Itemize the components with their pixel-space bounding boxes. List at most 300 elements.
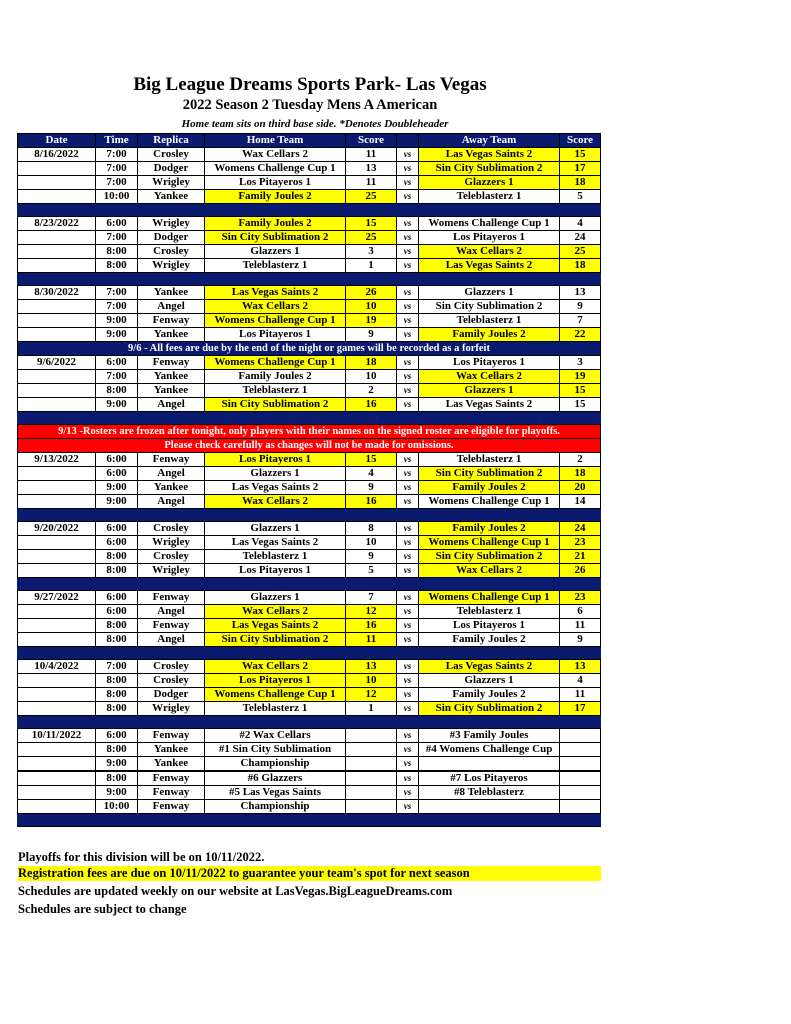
home-team: Family Joules 2 bbox=[205, 370, 346, 384]
vs-label: vs bbox=[397, 757, 419, 772]
away-score: 14 bbox=[560, 495, 601, 509]
home-score: 11 bbox=[346, 176, 397, 190]
game-date bbox=[18, 564, 96, 578]
game-row bbox=[18, 550, 601, 564]
vs-label: vs bbox=[397, 384, 419, 398]
away-team: Sin City Sublimation 2 bbox=[419, 162, 560, 176]
home-score: 9 bbox=[346, 550, 397, 564]
home-team: Las Vegas Saints 2 bbox=[205, 481, 346, 495]
game-time: 8:00 bbox=[96, 633, 138, 647]
game-date bbox=[18, 370, 96, 384]
game-time: 6:00 bbox=[96, 536, 138, 550]
vs-label: vs bbox=[397, 550, 419, 564]
week-separator bbox=[18, 814, 601, 827]
game-row bbox=[18, 231, 601, 245]
home-score: 10 bbox=[346, 674, 397, 688]
home-team: Teleblasterz 1 bbox=[205, 550, 346, 564]
away-team: Los Pitayeros 1 bbox=[419, 619, 560, 633]
game-replica-field: Yankee bbox=[138, 370, 205, 384]
away-score: 24 bbox=[560, 231, 601, 245]
away-team bbox=[419, 800, 560, 814]
game-replica-field: Crosley bbox=[138, 245, 205, 259]
home-team: Glazzers 1 bbox=[205, 591, 346, 605]
game-date bbox=[18, 550, 96, 564]
footer-registration-note: Registration fees are due on 10/11/2022 to guarantee your team's spot for next season bbox=[18, 866, 601, 881]
away-team: Sin City Sublimation 2 bbox=[419, 300, 560, 314]
home-team: Teleblasterz 1 bbox=[205, 384, 346, 398]
game-replica-field: Fenway bbox=[138, 771, 205, 786]
game-time: 8:00 bbox=[96, 564, 138, 578]
home-score bbox=[346, 743, 397, 757]
vs-label: vs bbox=[397, 591, 419, 605]
separator-cell bbox=[18, 647, 601, 660]
game-row bbox=[18, 162, 601, 176]
away-score: 26 bbox=[560, 564, 601, 578]
home-score: 16 bbox=[346, 619, 397, 633]
home-team: Womens Challenge Cup 1 bbox=[205, 688, 346, 702]
game-replica-field: Wrigley bbox=[138, 536, 205, 550]
away-team: #3 Family Joules bbox=[419, 729, 560, 743]
home-team: Family Joules 2 bbox=[205, 217, 346, 231]
vs-label: vs bbox=[397, 176, 419, 190]
week-separator bbox=[18, 412, 601, 425]
home-team: Los Pitayeros 1 bbox=[205, 564, 346, 578]
away-team: Teleblasterz 1 bbox=[419, 605, 560, 619]
vs-label: vs bbox=[397, 231, 419, 245]
game-time: 9:00 bbox=[96, 786, 138, 800]
game-replica-field: Crosley bbox=[138, 550, 205, 564]
away-score: 7 bbox=[560, 314, 601, 328]
away-score: 11 bbox=[560, 688, 601, 702]
away-team: Womens Challenge Cup 1 bbox=[419, 536, 560, 550]
home-score: 16 bbox=[346, 398, 397, 412]
week-separator bbox=[18, 273, 601, 286]
col-date-header: Date bbox=[18, 134, 96, 148]
vs-label: vs bbox=[397, 398, 419, 412]
game-date: 10/11/2022 bbox=[18, 729, 96, 743]
home-score: 12 bbox=[346, 688, 397, 702]
game-time: 6:00 bbox=[96, 217, 138, 231]
vs-label: vs bbox=[397, 286, 419, 300]
game-date bbox=[18, 245, 96, 259]
vs-label: vs bbox=[397, 688, 419, 702]
home-team: Sin City Sublimation 2 bbox=[205, 231, 346, 245]
game-row bbox=[18, 743, 601, 757]
vs-label: vs bbox=[397, 729, 419, 743]
game-date bbox=[18, 605, 96, 619]
vs-label: vs bbox=[397, 800, 419, 814]
game-row bbox=[18, 286, 601, 300]
game-time: 7:00 bbox=[96, 148, 138, 162]
game-date bbox=[18, 702, 96, 716]
away-team: Glazzers 1 bbox=[419, 384, 560, 398]
game-row bbox=[18, 771, 601, 786]
col-vs-header bbox=[397, 134, 419, 148]
away-score: 13 bbox=[560, 660, 601, 674]
game-date: 9/20/2022 bbox=[18, 522, 96, 536]
home-score: 11 bbox=[346, 633, 397, 647]
away-score: 15 bbox=[560, 148, 601, 162]
game-replica-field: Wrigley bbox=[138, 702, 205, 716]
home-team: Wax Cellars 2 bbox=[205, 300, 346, 314]
away-score: 25 bbox=[560, 245, 601, 259]
game-date bbox=[18, 743, 96, 757]
page-title: Big League Dreams Sports Park- Las Vegas bbox=[133, 74, 487, 95]
home-score: 7 bbox=[346, 591, 397, 605]
away-team: Womens Challenge Cup 1 bbox=[419, 495, 560, 509]
game-replica-field: Fenway bbox=[138, 729, 205, 743]
vs-label: vs bbox=[397, 217, 419, 231]
vs-label: vs bbox=[397, 162, 419, 176]
vs-label: vs bbox=[397, 259, 419, 273]
game-date bbox=[18, 384, 96, 398]
fees-notice-row bbox=[18, 342, 601, 356]
away-team: Las Vegas Saints 2 bbox=[419, 660, 560, 674]
away-team: Wax Cellars 2 bbox=[419, 245, 560, 259]
game-row bbox=[18, 148, 601, 162]
game-row bbox=[18, 245, 601, 259]
vs-label: vs bbox=[397, 314, 419, 328]
game-row bbox=[18, 633, 601, 647]
home-score: 2 bbox=[346, 384, 397, 398]
away-score: 5 bbox=[560, 190, 601, 204]
game-row bbox=[18, 564, 601, 578]
home-team: Wax Cellars 2 bbox=[205, 148, 346, 162]
game-row bbox=[18, 328, 601, 342]
week-separator bbox=[18, 204, 601, 217]
game-time: 6:00 bbox=[96, 729, 138, 743]
away-score bbox=[560, 729, 601, 743]
game-row bbox=[18, 481, 601, 495]
home-team: Glazzers 1 bbox=[205, 467, 346, 481]
home-score: 10 bbox=[346, 370, 397, 384]
game-time: 6:00 bbox=[96, 591, 138, 605]
away-team: Las Vegas Saints 2 bbox=[419, 148, 560, 162]
game-replica-field: Crosley bbox=[138, 148, 205, 162]
away-score: 6 bbox=[560, 605, 601, 619]
game-row bbox=[18, 786, 601, 800]
home-score: 16 bbox=[346, 495, 397, 509]
away-team: Glazzers 1 bbox=[419, 286, 560, 300]
game-row bbox=[18, 356, 601, 370]
game-replica-field: Fenway bbox=[138, 800, 205, 814]
vs-label: vs bbox=[397, 660, 419, 674]
col-away-team-header: Away Team bbox=[419, 134, 560, 148]
fees-notice: 9/6 - All fees are due by the end of the night or games will be recorded as a forfeit bbox=[18, 342, 601, 356]
game-date bbox=[18, 190, 96, 204]
away-score: 3 bbox=[560, 356, 601, 370]
game-row bbox=[18, 591, 601, 605]
vs-label: vs bbox=[397, 481, 419, 495]
away-team: Sin City Sublimation 2 bbox=[419, 467, 560, 481]
game-replica-field: Crosley bbox=[138, 674, 205, 688]
game-replica-field: Yankee bbox=[138, 743, 205, 757]
game-date bbox=[18, 619, 96, 633]
home-team: Glazzers 1 bbox=[205, 245, 346, 259]
away-team: Family Joules 2 bbox=[419, 688, 560, 702]
home-team: Teleblasterz 1 bbox=[205, 259, 346, 273]
away-team: #7 Los Pitayeros bbox=[419, 771, 560, 786]
game-row bbox=[18, 398, 601, 412]
game-replica-field: Dodger bbox=[138, 231, 205, 245]
home-team: #5 Las Vegas Saints bbox=[205, 786, 346, 800]
home-team: Las Vegas Saints 2 bbox=[205, 619, 346, 633]
game-replica-field: Dodger bbox=[138, 162, 205, 176]
away-score: 23 bbox=[560, 536, 601, 550]
away-score: 19 bbox=[560, 370, 601, 384]
away-score: 20 bbox=[560, 481, 601, 495]
game-replica-field: Crosley bbox=[138, 660, 205, 674]
away-score bbox=[560, 786, 601, 800]
home-score: 1 bbox=[346, 259, 397, 273]
home-team: Los Pitayeros 1 bbox=[205, 176, 346, 190]
game-row bbox=[18, 522, 601, 536]
home-score: 1 bbox=[346, 702, 397, 716]
game-row bbox=[18, 384, 601, 398]
game-date bbox=[18, 688, 96, 702]
col-home-team-header: Home Team bbox=[205, 134, 346, 148]
home-score: 25 bbox=[346, 231, 397, 245]
vs-label: vs bbox=[397, 522, 419, 536]
game-row bbox=[18, 660, 601, 674]
home-team: Wax Cellars 2 bbox=[205, 660, 346, 674]
vs-label: vs bbox=[397, 633, 419, 647]
vs-label: vs bbox=[397, 328, 419, 342]
game-date: 9/13/2022 bbox=[18, 453, 96, 467]
home-team: #6 Glazzers bbox=[205, 771, 346, 786]
vs-label: vs bbox=[397, 148, 419, 162]
home-team: Las Vegas Saints 2 bbox=[205, 536, 346, 550]
week-separator bbox=[18, 716, 601, 729]
home-team: Sin City Sublimation 2 bbox=[205, 398, 346, 412]
away-score: 9 bbox=[560, 300, 601, 314]
roster-notice-row bbox=[18, 439, 601, 453]
away-score bbox=[560, 743, 601, 757]
game-time: 7:00 bbox=[96, 300, 138, 314]
game-time: 7:00 bbox=[96, 162, 138, 176]
vs-label: vs bbox=[397, 300, 419, 314]
game-replica-field: Fenway bbox=[138, 591, 205, 605]
game-time: 8:00 bbox=[96, 743, 138, 757]
game-date bbox=[18, 300, 96, 314]
separator-cell bbox=[18, 273, 601, 286]
home-score: 26 bbox=[346, 286, 397, 300]
roster-notice: Please check carefully as changes will not be made for omissions. bbox=[18, 439, 601, 453]
game-row bbox=[18, 495, 601, 509]
separator-cell bbox=[18, 509, 601, 522]
game-time: 8:00 bbox=[96, 771, 138, 786]
home-score: 13 bbox=[346, 162, 397, 176]
game-time: 8:00 bbox=[96, 259, 138, 273]
separator-cell bbox=[18, 204, 601, 217]
away-team: Womens Challenge Cup 1 bbox=[419, 217, 560, 231]
away-score: 22 bbox=[560, 328, 601, 342]
home-score bbox=[346, 757, 397, 772]
away-score: 23 bbox=[560, 591, 601, 605]
away-score: 18 bbox=[560, 259, 601, 273]
game-time: 9:00 bbox=[96, 481, 138, 495]
home-team: #1 Sin City Sublimation bbox=[205, 743, 346, 757]
game-row bbox=[18, 619, 601, 633]
week-separator bbox=[18, 509, 601, 522]
game-date bbox=[18, 800, 96, 814]
game-row bbox=[18, 536, 601, 550]
game-replica-field: Fenway bbox=[138, 619, 205, 633]
game-date bbox=[18, 757, 96, 772]
home-team: #2 Wax Cellars bbox=[205, 729, 346, 743]
away-team: #8 Teleblasterz bbox=[419, 786, 560, 800]
away-score: 17 bbox=[560, 702, 601, 716]
home-score: 10 bbox=[346, 536, 397, 550]
vs-label: vs bbox=[397, 771, 419, 786]
game-time: 8:00 bbox=[96, 384, 138, 398]
home-team: Glazzers 1 bbox=[205, 522, 346, 536]
game-time: 8:00 bbox=[96, 550, 138, 564]
game-date bbox=[18, 633, 96, 647]
away-score: 21 bbox=[560, 550, 601, 564]
game-time: 10:00 bbox=[96, 190, 138, 204]
vs-label: vs bbox=[397, 495, 419, 509]
vs-label: vs bbox=[397, 605, 419, 619]
game-time: 9:00 bbox=[96, 328, 138, 342]
game-replica-field: Angel bbox=[138, 633, 205, 647]
game-row bbox=[18, 176, 601, 190]
away-score: 15 bbox=[560, 398, 601, 412]
game-row bbox=[18, 674, 601, 688]
schedule-table bbox=[17, 133, 601, 827]
game-time: 9:00 bbox=[96, 495, 138, 509]
game-replica-field: Wrigley bbox=[138, 176, 205, 190]
col-away-score-header: Score bbox=[560, 134, 601, 148]
game-replica-field: Yankee bbox=[138, 286, 205, 300]
game-date: 8/23/2022 bbox=[18, 217, 96, 231]
game-row bbox=[18, 453, 601, 467]
away-team bbox=[419, 757, 560, 772]
game-replica-field: Fenway bbox=[138, 786, 205, 800]
game-time: 6:00 bbox=[96, 356, 138, 370]
home-team: Los Pitayeros 1 bbox=[205, 453, 346, 467]
game-row bbox=[18, 757, 601, 772]
home-score bbox=[346, 800, 397, 814]
home-score: 8 bbox=[346, 522, 397, 536]
game-replica-field: Yankee bbox=[138, 190, 205, 204]
away-score bbox=[560, 771, 601, 786]
away-score: 2 bbox=[560, 453, 601, 467]
game-replica-field: Yankee bbox=[138, 384, 205, 398]
col-time-header: Time bbox=[96, 134, 138, 148]
week-separator bbox=[18, 578, 601, 591]
away-team: Wax Cellars 2 bbox=[419, 370, 560, 384]
home-score: 15 bbox=[346, 217, 397, 231]
separator-cell bbox=[18, 814, 601, 827]
col-replica-header: Replica bbox=[138, 134, 205, 148]
game-time: 7:00 bbox=[96, 231, 138, 245]
game-date bbox=[18, 176, 96, 190]
game-replica-field: Fenway bbox=[138, 314, 205, 328]
game-date bbox=[18, 674, 96, 688]
game-date bbox=[18, 771, 96, 786]
home-team: Sin City Sublimation 2 bbox=[205, 633, 346, 647]
vs-label: vs bbox=[397, 743, 419, 757]
away-score: 11 bbox=[560, 619, 601, 633]
game-date bbox=[18, 231, 96, 245]
home-score: 13 bbox=[346, 660, 397, 674]
home-score: 10 bbox=[346, 300, 397, 314]
game-date bbox=[18, 314, 96, 328]
separator-cell bbox=[18, 412, 601, 425]
game-replica-field: Angel bbox=[138, 398, 205, 412]
game-row bbox=[18, 190, 601, 204]
game-row bbox=[18, 800, 601, 814]
away-team: Glazzers 1 bbox=[419, 176, 560, 190]
week-separator bbox=[18, 647, 601, 660]
home-team: Los Pitayeros 1 bbox=[205, 328, 346, 342]
game-time: 7:00 bbox=[96, 176, 138, 190]
away-score: 18 bbox=[560, 176, 601, 190]
footer-playoffs-note: Playoffs for this division will be on 10/11/2022. bbox=[18, 850, 265, 864]
game-time: 8:00 bbox=[96, 619, 138, 633]
away-team: Teleblasterz 1 bbox=[419, 453, 560, 467]
game-date bbox=[18, 481, 96, 495]
home-score bbox=[346, 786, 397, 800]
away-team: Los Pitayeros 1 bbox=[419, 231, 560, 245]
roster-notice: 9/13 -Rosters are frozen after tonight, only players with their names on the signed roster are eligible for playoffs. bbox=[18, 425, 601, 439]
away-score: 13 bbox=[560, 286, 601, 300]
game-date: 8/16/2022 bbox=[18, 148, 96, 162]
game-replica-field: Fenway bbox=[138, 356, 205, 370]
game-replica-field: Angel bbox=[138, 495, 205, 509]
roster-notice-row bbox=[18, 425, 601, 439]
game-time: 6:00 bbox=[96, 467, 138, 481]
vs-label: vs bbox=[397, 356, 419, 370]
home-score bbox=[346, 771, 397, 786]
home-score: 9 bbox=[346, 328, 397, 342]
game-time: 8:00 bbox=[96, 245, 138, 259]
game-row bbox=[18, 702, 601, 716]
vs-label: vs bbox=[397, 702, 419, 716]
game-date bbox=[18, 398, 96, 412]
game-replica-field: Fenway bbox=[138, 453, 205, 467]
game-row bbox=[18, 300, 601, 314]
home-team: Family Joules 2 bbox=[205, 190, 346, 204]
game-replica-field: Wrigley bbox=[138, 564, 205, 578]
footer-change-note: Schedules are subject to change bbox=[18, 902, 187, 916]
away-team: Family Joules 2 bbox=[419, 481, 560, 495]
home-team: Wax Cellars 2 bbox=[205, 495, 346, 509]
vs-label: vs bbox=[397, 453, 419, 467]
away-team: Sin City Sublimation 2 bbox=[419, 550, 560, 564]
game-row bbox=[18, 729, 601, 743]
game-time: 10:00 bbox=[96, 800, 138, 814]
game-date bbox=[18, 328, 96, 342]
home-score: 19 bbox=[346, 314, 397, 328]
away-score: 17 bbox=[560, 162, 601, 176]
vs-label: vs bbox=[397, 674, 419, 688]
home-team-note: Home team sits on third base side. *Denotes Doubleheader bbox=[181, 118, 449, 130]
home-team: Womens Challenge Cup 1 bbox=[205, 356, 346, 370]
home-score: 5 bbox=[346, 564, 397, 578]
game-replica-field: Yankee bbox=[138, 481, 205, 495]
game-time: 6:00 bbox=[96, 522, 138, 536]
game-date bbox=[18, 467, 96, 481]
game-time: 6:00 bbox=[96, 605, 138, 619]
away-team: Family Joules 2 bbox=[419, 633, 560, 647]
vs-label: vs bbox=[397, 619, 419, 633]
game-time: 8:00 bbox=[96, 674, 138, 688]
game-replica-field: Yankee bbox=[138, 328, 205, 342]
game-row bbox=[18, 467, 601, 481]
away-team: Family Joules 2 bbox=[419, 522, 560, 536]
